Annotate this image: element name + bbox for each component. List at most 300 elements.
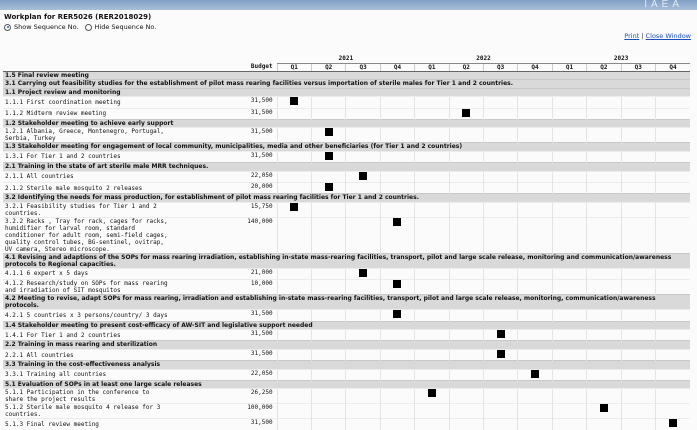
quarter-cell <box>449 268 483 279</box>
quarter-cell <box>483 171 517 182</box>
quarter-cell <box>621 182 655 193</box>
quarter-cell <box>415 108 449 119</box>
activity-budget: 31,500 <box>173 128 277 143</box>
quarter-cell <box>380 171 414 182</box>
quarter-header: Q2 <box>587 63 621 71</box>
quarter-cell <box>483 151 517 162</box>
quarter-cell <box>587 268 621 279</box>
section-title: 3.3 Training in the cost-effectiveness analysis <box>3 361 690 369</box>
quarter-cell <box>346 389 380 404</box>
quarter-header-row <box>3 63 690 71</box>
quarter-cell <box>449 330 483 341</box>
scheduled-marker <box>497 330 505 338</box>
section-title: 2.1 Training in the state of art sterile male MRR techniques. <box>3 163 690 171</box>
sequence-options <box>4 23 156 31</box>
quarter-cell <box>483 330 517 341</box>
quarter-cell <box>449 369 483 380</box>
quarter-cell <box>449 108 483 119</box>
quarter-cell <box>655 280 690 295</box>
quarter-cell <box>655 108 690 119</box>
activity-description: 2.1.2 Sterile male mosquito 2 releases <box>3 182 173 193</box>
quarter-cell <box>483 97 517 108</box>
quarter-cell <box>311 404 345 419</box>
activity-row <box>3 310 690 321</box>
quarter-cell <box>552 108 586 119</box>
quarter-cell <box>415 217 449 253</box>
quarter-cell <box>518 419 552 430</box>
quarter-cell <box>449 389 483 404</box>
activity-budget: 31,500 <box>173 419 277 430</box>
quarter-cell <box>346 419 380 430</box>
scheduled-marker <box>325 152 333 160</box>
quarter-cell <box>655 349 690 360</box>
scheduled-marker <box>290 203 298 211</box>
quarter-cell <box>518 128 552 143</box>
print-link[interactable]: Print <box>624 32 640 40</box>
quarter-cell <box>483 182 517 193</box>
quarter-cell <box>518 97 552 108</box>
activity-description: 3.2.2 Racks , Tray for rack, cages for racks, humidifier for larval room, standard conditioner for adult room, semi-field cages, quality control tubes, BG-sentinel, ovitrap, UV camera, Stereo microscope. <box>3 217 173 253</box>
quarter-cell <box>552 310 586 321</box>
section-row <box>3 80 690 88</box>
quarter-cell <box>346 217 380 253</box>
quarter-cell <box>346 280 380 295</box>
quarter-cell <box>415 330 449 341</box>
quarter-cell <box>415 171 449 182</box>
quarter-cell <box>483 108 517 119</box>
quarter-cell <box>518 268 552 279</box>
quarter-cell <box>621 310 655 321</box>
page-title: Workplan for RER5026 (RER2018029) <box>4 13 152 21</box>
quarter-cell <box>655 310 690 321</box>
quarter-cell <box>380 108 414 119</box>
quarter-header: Q4 <box>655 63 690 71</box>
quarter-cell <box>552 389 586 404</box>
quarter-cell <box>552 97 586 108</box>
quarter-cell <box>380 310 414 321</box>
quarter-cell <box>449 171 483 182</box>
activity-description: 5.1.2 Sterile male mosquito 4 release for 3 countries. <box>3 404 173 419</box>
activity-budget: 31,500 <box>173 151 277 162</box>
quarter-cell <box>277 268 311 279</box>
activity-description: 1.1.1 First coordination meeting <box>3 97 173 108</box>
iaea-watermark: IAEA <box>644 0 683 10</box>
section-title: 2.2 Training in mass rearing and sterilization <box>3 341 690 349</box>
scheduled-marker <box>531 370 539 378</box>
activity-description: 3.2.1 Feasibility studies for Tier 1 and 2 countries. <box>3 202 173 217</box>
activity-budget: 22,050 <box>173 369 277 380</box>
quarter-header: Q1 <box>277 63 311 71</box>
workplan-table <box>3 55 690 430</box>
activity-budget: 22,050 <box>173 171 277 182</box>
quarter-cell <box>380 202 414 217</box>
quarter-cell <box>449 128 483 143</box>
quarter-cell <box>518 404 552 419</box>
quarter-cell <box>655 97 690 108</box>
quarter-cell <box>277 310 311 321</box>
quarter-cell <box>449 182 483 193</box>
activity-budget: 20,000 <box>173 182 277 193</box>
quarter-cell <box>655 330 690 341</box>
quarter-cell <box>552 202 586 217</box>
year-header-row <box>3 55 690 63</box>
activity-row <box>3 369 690 380</box>
quarter-cell <box>346 151 380 162</box>
quarter-cell <box>277 171 311 182</box>
quarter-cell <box>587 182 621 193</box>
section-title: 3.1 Carrying out feasibility studies for the establishment of pilot mass rearing facilities versus importation of sterile males for Tier 1 and 2 countries. <box>3 80 690 88</box>
section-title: 5.1 Evaluation of SOPs in at least one large scale releases <box>3 381 690 389</box>
show-sequence-radio[interactable] <box>4 24 11 31</box>
quarter-cell <box>655 419 690 430</box>
quarter-cell <box>587 310 621 321</box>
activity-row <box>3 128 690 143</box>
activity-row <box>3 404 690 419</box>
quarter-cell <box>311 310 345 321</box>
activity-budget: 31,500 <box>173 97 277 108</box>
quarter-cell <box>483 268 517 279</box>
activity-description: 4.1.2 Research/study on SOPs for mass rearing and irradiation of SIT mosquitos <box>3 280 173 295</box>
quarter-header: Q4 <box>518 63 552 71</box>
quarter-cell <box>621 128 655 143</box>
quarter-cell <box>587 349 621 360</box>
quarter-cell <box>655 128 690 143</box>
scheduled-marker <box>393 310 401 318</box>
quarter-cell <box>311 217 345 253</box>
activity-description: 1.2.1 Albania, Greece, Montenegro, Portugal, Serbia, Turkey <box>3 128 173 143</box>
quarter-cell <box>483 310 517 321</box>
hide-sequence-label[interactable]: Hide Sequence No. <box>94 23 157 31</box>
quarter-cell <box>346 128 380 143</box>
quarter-cell <box>415 128 449 143</box>
quarter-cell <box>587 108 621 119</box>
quarter-cell <box>277 97 311 108</box>
quarter-cell <box>311 97 345 108</box>
quarter-cell <box>415 97 449 108</box>
section-title: 1.2 Stakeholder meeting to achieve early support <box>3 119 690 127</box>
quarter-cell <box>346 330 380 341</box>
quarter-header: Q3 <box>483 63 517 71</box>
activity-description: 1.4.1 For Tier 1 and 2 countries <box>3 330 173 341</box>
quarter-cell <box>277 202 311 217</box>
quarter-cell <box>552 330 586 341</box>
quarter-cell <box>449 217 483 253</box>
quarter-cell <box>587 330 621 341</box>
activity-row <box>3 108 690 119</box>
quarter-header: Q1 <box>552 63 586 71</box>
quarter-cell <box>518 108 552 119</box>
activity-row <box>3 182 690 193</box>
activity-row <box>3 419 690 430</box>
quarter-cell <box>415 310 449 321</box>
scheduled-marker <box>600 404 608 412</box>
section-row <box>3 143 690 151</box>
year-header: 2022 <box>415 55 553 63</box>
quarter-cell <box>311 182 345 193</box>
quarter-cell <box>655 171 690 182</box>
quarter-cell <box>346 268 380 279</box>
activity-row <box>3 280 690 295</box>
section-row <box>3 163 690 171</box>
quarter-header: Q2 <box>311 63 345 71</box>
section-row <box>3 119 690 127</box>
activity-description: 5.1.1 Participation in the conference to share the project results <box>3 389 173 404</box>
quarter-cell <box>449 419 483 430</box>
section-title: 1.4 Stakeholder meeting to present cost-efficacy of AW-SIT and legislative support needed <box>3 321 690 329</box>
quarter-cell <box>449 349 483 360</box>
quarter-cell <box>518 151 552 162</box>
quarter-cell <box>380 151 414 162</box>
quarter-cell <box>552 268 586 279</box>
quarter-cell <box>587 389 621 404</box>
quarter-cell <box>655 404 690 419</box>
quarter-cell <box>655 369 690 380</box>
quarter-cell <box>587 202 621 217</box>
activity-description: 3.3.1 Training all countries <box>3 369 173 380</box>
quarter-cell <box>621 389 655 404</box>
hide-sequence-radio[interactable] <box>85 24 92 31</box>
quarter-cell <box>483 404 517 419</box>
quarter-cell <box>518 280 552 295</box>
quarter-cell <box>449 97 483 108</box>
section-row <box>3 321 690 329</box>
quarter-cell <box>449 202 483 217</box>
quarter-cell <box>380 217 414 253</box>
quarter-cell <box>655 217 690 253</box>
quarter-cell <box>621 404 655 419</box>
quarter-cell <box>587 280 621 295</box>
section-title: 1.5 Final review meeting <box>3 71 690 79</box>
quarter-cell <box>311 171 345 182</box>
quarter-header: Q4 <box>380 63 414 71</box>
quarter-cell <box>346 108 380 119</box>
scheduled-marker <box>325 128 333 136</box>
quarter-cell <box>587 128 621 143</box>
activity-description: 2.1.1 All countries <box>3 171 173 182</box>
activity-row <box>3 202 690 217</box>
section-title: 1.1 Project review and monitoring <box>3 88 690 96</box>
quarter-cell <box>311 419 345 430</box>
quarter-cell <box>483 217 517 253</box>
activity-description: 5.1.3 Final review meeting <box>3 419 173 430</box>
quarter-cell <box>655 268 690 279</box>
section-row <box>3 361 690 369</box>
activity-budget: 31,500 <box>173 330 277 341</box>
quarter-cell <box>415 404 449 419</box>
quarter-cell <box>518 182 552 193</box>
scheduled-marker <box>393 218 401 226</box>
section-row <box>3 253 690 268</box>
activity-budget: 21,000 <box>173 268 277 279</box>
activity-row <box>3 330 690 341</box>
quarter-cell <box>277 128 311 143</box>
quarter-cell <box>587 151 621 162</box>
quarter-cell <box>380 369 414 380</box>
quarter-cell <box>346 369 380 380</box>
quarter-cell <box>277 151 311 162</box>
scheduled-marker <box>428 389 436 397</box>
quarter-cell <box>587 217 621 253</box>
scheduled-marker <box>669 419 677 427</box>
quarter-cell <box>621 108 655 119</box>
quarter-cell <box>277 404 311 419</box>
quarter-cell <box>277 330 311 341</box>
quarter-cell <box>587 419 621 430</box>
activity-row <box>3 171 690 182</box>
activity-budget: 31,500 <box>173 349 277 360</box>
quarter-cell <box>346 310 380 321</box>
quarter-cell <box>311 128 345 143</box>
activity-description: 4.1.1 6 expert x 5 days <box>3 268 173 279</box>
quarter-cell <box>346 349 380 360</box>
quarter-cell <box>552 419 586 430</box>
section-title: 4.2 Meeting to revise, adapt SOPs for mass rearing, irradiation and establishing in-state mass-rearing facilities, transport, pilot and large scale release, monitoring, communication/awareness protocols. <box>3 295 690 310</box>
quarter-cell <box>415 389 449 404</box>
section-title: 3.2 Identifying the needs for mass production, for establishment of pilot mass rearing facilities for Tier 1 and 2 countries. <box>3 194 690 202</box>
quarter-cell <box>415 419 449 430</box>
quarter-cell <box>311 330 345 341</box>
quarter-cell <box>311 349 345 360</box>
quarter-cell <box>311 202 345 217</box>
quarter-cell <box>552 128 586 143</box>
quarter-cell <box>380 330 414 341</box>
year-header: 2021 <box>277 55 415 63</box>
scheduled-marker <box>290 97 298 105</box>
quarter-cell <box>380 280 414 295</box>
window-top-band <box>0 0 697 10</box>
quarter-cell <box>380 128 414 143</box>
quarter-header: Q3 <box>346 63 380 71</box>
activity-budget: 15,750 <box>173 202 277 217</box>
quarter-header: Q2 <box>449 63 483 71</box>
scheduled-marker <box>462 109 470 117</box>
activity-row <box>3 151 690 162</box>
quarter-cell <box>277 280 311 295</box>
close-window-link[interactable]: Close Window <box>645 32 691 40</box>
quarter-cell <box>552 280 586 295</box>
quarter-cell <box>621 151 655 162</box>
activity-row <box>3 268 690 279</box>
quarter-cell <box>380 404 414 419</box>
workplan-body <box>3 71 690 429</box>
quarter-cell <box>311 369 345 380</box>
quarter-cell <box>621 419 655 430</box>
quarter-cell <box>277 182 311 193</box>
quarter-cell <box>518 202 552 217</box>
quarter-cell <box>621 369 655 380</box>
section-row <box>3 194 690 202</box>
quarter-cell <box>311 108 345 119</box>
quarter-cell <box>346 97 380 108</box>
quarter-cell <box>552 404 586 419</box>
activity-description: 1.1.2 Midterm review meeting <box>3 108 173 119</box>
year-header: 2023 <box>552 55 690 63</box>
activity-budget: 26,250 <box>173 389 277 404</box>
quarter-cell <box>483 389 517 404</box>
quarter-cell <box>311 389 345 404</box>
quarter-cell <box>277 389 311 404</box>
activity-budget: 140,000 <box>173 217 277 253</box>
quarter-cell <box>415 280 449 295</box>
quarter-cell <box>621 330 655 341</box>
section-title: 4.1 Revising and adaptions of the SOPs for mass rearing irradiation, establishing in-state mass-rearing facilities, transport, pilot and large scale release, monitoring and communication/awareness protocols to Regional capacities. <box>3 253 690 268</box>
quarter-cell <box>277 369 311 380</box>
quarter-cell <box>380 97 414 108</box>
quarter-header: Q3 <box>621 63 655 71</box>
quarter-cell <box>311 268 345 279</box>
quarter-cell <box>621 268 655 279</box>
quarter-cell <box>415 182 449 193</box>
section-row <box>3 341 690 349</box>
quarter-cell <box>655 389 690 404</box>
quarter-cell <box>415 369 449 380</box>
window-links <box>624 32 691 40</box>
activity-budget: 31,500 <box>173 310 277 321</box>
scheduled-marker <box>325 183 333 191</box>
quarter-cell <box>311 151 345 162</box>
activity-row <box>3 97 690 108</box>
quarter-cell <box>587 97 621 108</box>
quarter-cell <box>552 171 586 182</box>
activity-description: 4.2.1 5 countries x 3 persons/country/ 3 days <box>3 310 173 321</box>
show-sequence-label[interactable]: Show Sequence No. <box>14 23 79 31</box>
quarter-cell <box>380 349 414 360</box>
quarter-cell <box>518 217 552 253</box>
activity-description: 2.2.1 All countries <box>3 349 173 360</box>
quarter-cell <box>621 280 655 295</box>
quarter-cell <box>552 217 586 253</box>
scheduled-marker <box>497 350 505 358</box>
quarter-cell <box>518 171 552 182</box>
quarter-cell <box>587 404 621 419</box>
quarter-cell <box>277 349 311 360</box>
quarter-cell <box>518 310 552 321</box>
quarter-cell <box>449 310 483 321</box>
activity-row <box>3 389 690 404</box>
quarter-cell <box>346 171 380 182</box>
budget-header: Budget <box>173 63 277 71</box>
quarter-cell <box>483 202 517 217</box>
activity-description: 1.3.1 For Tier 1 and 2 countries <box>3 151 173 162</box>
quarter-cell <box>483 349 517 360</box>
section-row <box>3 381 690 389</box>
quarter-cell <box>380 419 414 430</box>
quarter-cell <box>415 151 449 162</box>
quarter-cell <box>311 280 345 295</box>
quarter-cell <box>621 349 655 360</box>
quarter-cell <box>552 369 586 380</box>
quarter-cell <box>655 151 690 162</box>
quarter-cell <box>380 268 414 279</box>
scheduled-marker <box>393 280 401 288</box>
quarter-cell <box>346 404 380 419</box>
activity-row <box>3 349 690 360</box>
quarter-cell <box>621 171 655 182</box>
quarter-cell <box>655 182 690 193</box>
quarter-cell <box>483 280 517 295</box>
quarter-cell <box>277 108 311 119</box>
scheduled-marker <box>359 269 367 277</box>
quarter-cell <box>518 349 552 360</box>
quarter-cell <box>449 280 483 295</box>
quarter-cell <box>655 202 690 217</box>
quarter-cell <box>346 182 380 193</box>
quarter-cell <box>346 202 380 217</box>
quarter-cell <box>552 349 586 360</box>
quarter-cell <box>380 389 414 404</box>
quarter-cell <box>483 128 517 143</box>
quarter-cell <box>518 330 552 341</box>
